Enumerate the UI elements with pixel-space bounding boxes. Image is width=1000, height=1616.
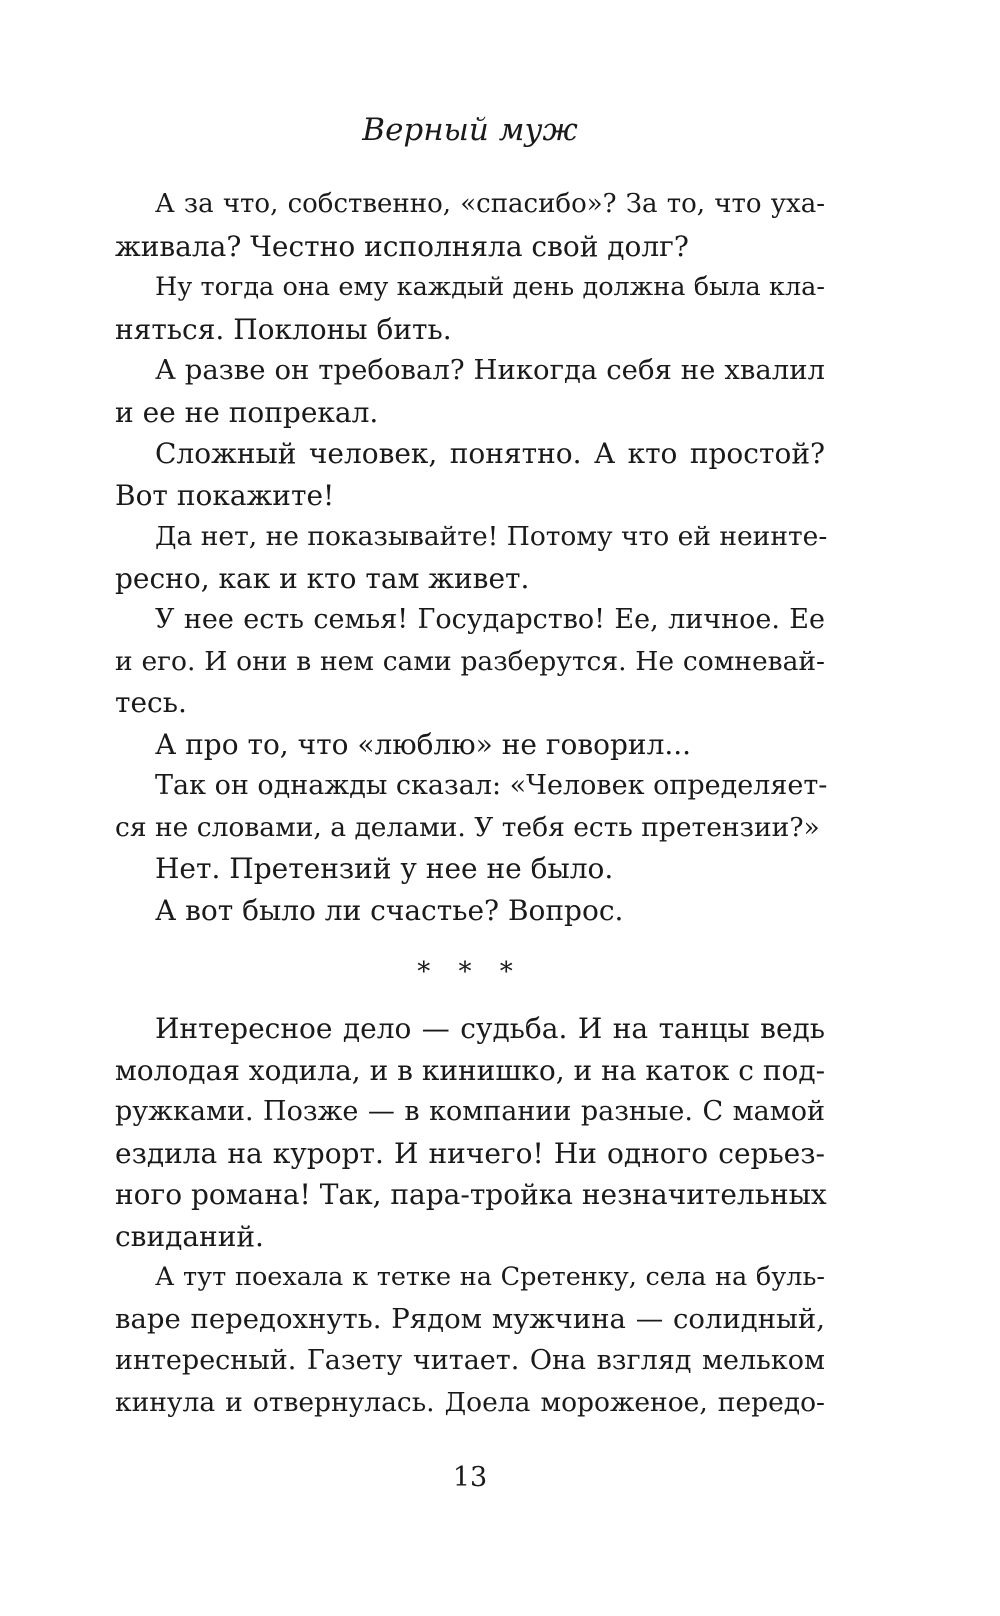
page-number: 13 xyxy=(452,1462,488,1493)
text-line: и ее не попрекал. xyxy=(115,395,379,429)
text-line: Так он однажды сказал: «Человек определяет- xyxy=(155,770,828,801)
text-line: ездила на курорт. И ничего! Ни одного серьез- xyxy=(115,1136,825,1170)
text-block-2 xyxy=(115,1008,825,1423)
text-line: молодая ходила, и в кинишко, и на каток с под- xyxy=(115,1053,826,1087)
text-line: А про то, что «люблю» не говорил... xyxy=(155,727,692,761)
section-separator: * * * xyxy=(417,957,523,987)
text-line: и его. И они в нем сами разберутся. Не сомневай- xyxy=(115,645,825,677)
text-line: А разве он требовал? Никогда себя не хвалил xyxy=(155,354,825,386)
text-line: кинула и отвернулась. Доела мороженое, передо- xyxy=(115,1386,825,1418)
text-line: Вот покажите! xyxy=(115,478,335,512)
text-line: ружками. Позже — в компании разные. С мамой xyxy=(115,1096,825,1127)
text-line: ного романа! Так, пара-тройка незначительных xyxy=(115,1178,827,1211)
text-line: тесь. xyxy=(115,686,187,719)
text-line: А вот было ли счастье? Вопрос. xyxy=(155,893,624,927)
text-line: живала? Честно исполняла свой долг? xyxy=(115,229,689,263)
text-line: А тут поехала к тетке на Сретенку, села на буль- xyxy=(155,1262,825,1292)
text-line: Да нет, не показывайте! Потому что ей неинте- xyxy=(155,521,828,552)
text-line: Нет. Претензий у нее не было. xyxy=(155,852,614,885)
text-line: ся не словами, а делами. У тебя есть претензии?» xyxy=(115,811,820,843)
book-page xyxy=(115,0,828,1616)
text-line: свиданий. xyxy=(115,1219,264,1253)
text-line: няться. Поклоны бить. xyxy=(115,312,452,346)
text-line: интересный. Газету читает. Она взгляд мельком xyxy=(115,1345,825,1376)
text-line: Интересное дело — судьба. И на танцы ведь xyxy=(155,1012,825,1045)
text-line: Ну тогда она ему каждый день должна была кла- xyxy=(155,272,825,302)
text-line: варе передохнуть. Рядом мужчина — солидный, xyxy=(115,1302,825,1335)
text-line: У нее есть семья! Государство! Ее, личное. Ее xyxy=(155,604,825,635)
text-line: Сложный человек, понятно. А кто простой? xyxy=(155,437,825,470)
text-line: А за что, собственно, «спасибо»? За то, что уха- xyxy=(155,189,825,219)
running-head: Верный муж xyxy=(362,112,578,148)
text-line: ресно, как и кто там живет. xyxy=(115,561,530,595)
text-block-1 xyxy=(115,184,828,931)
